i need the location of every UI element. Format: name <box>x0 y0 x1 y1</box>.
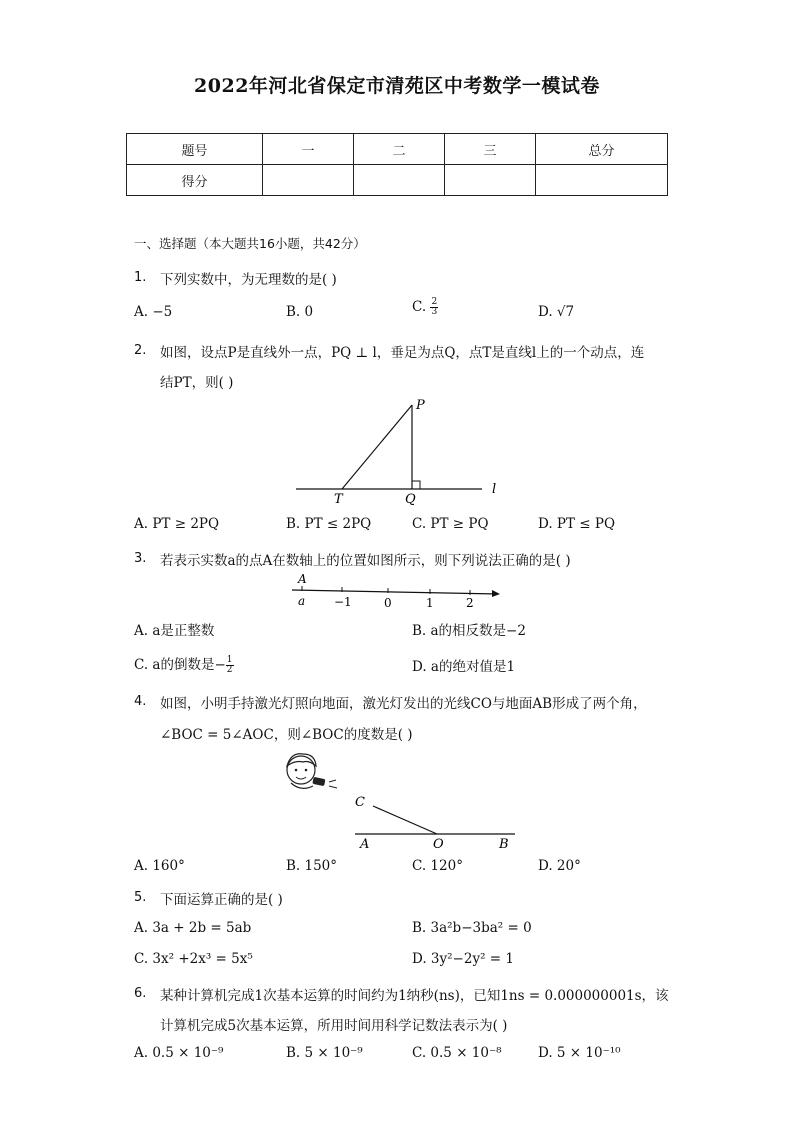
laser-angle-figure <box>275 748 525 853</box>
tick-label: 1 <box>426 596 434 610</box>
question-text: 下面运算正确的是( ) <box>160 892 283 908</box>
option-b: B. 0 <box>286 304 314 320</box>
fraction <box>430 298 438 317</box>
question-text-line1: 某种计算机完成1次基本运算的时间约为1纳秒(ns)，已知1ns = 0.000000001s，该 <box>160 988 669 1004</box>
question-number: 6. <box>134 986 147 1001</box>
option-b: B. a的相反数是−2 <box>412 623 526 639</box>
fraction <box>226 656 234 675</box>
arrow-head-icon <box>492 590 500 597</box>
score-table <box>126 133 668 196</box>
question-text: 若表示实数a的点A在数轴上的位置如图所示，则下列说法正确的是( ) <box>160 553 571 569</box>
option-d: D. 20° <box>538 858 581 874</box>
score-header-cell: 题号 <box>127 134 263 165</box>
option-d: D. √7 <box>538 304 575 320</box>
fraction-numerator: 2 <box>431 297 438 307</box>
label-b: B <box>499 837 509 852</box>
label-o: O <box>433 837 444 852</box>
child-with-laser-icon <box>287 754 337 789</box>
option-c: C. 120° <box>412 858 463 874</box>
label-t: T <box>334 492 343 507</box>
option-b: B. PT ≤ 2PQ <box>286 516 372 532</box>
score-header-cell: 二 <box>354 134 445 165</box>
score-input-cell[interactable] <box>354 165 445 196</box>
section-heading: 一、选择题（本大题共16小题，共42分） <box>134 236 366 251</box>
option-c: C. PT ≥ PQ <box>412 516 489 532</box>
tick-label: −1 <box>334 595 352 609</box>
number-line-axis <box>292 590 498 594</box>
question-number: 2. <box>134 343 147 358</box>
score-table-score-row <box>127 165 668 196</box>
question-text-line1: 如图，设点P是直线外一点，PQ ⊥ l，垂足为点Q，点T是直线l上的一个动点，连 <box>160 345 645 361</box>
question-number: 4. <box>134 694 147 709</box>
question-number: 3. <box>134 551 147 566</box>
option-a: A. 3a + 2b = 5ab <box>134 920 252 936</box>
option-b: B. 150° <box>286 858 338 874</box>
tick-label: 2 <box>466 596 474 610</box>
right-angle-mark <box>412 481 420 489</box>
question-number: 1. <box>134 270 147 285</box>
question-text-line2: ∠BOC = 5∠AOC，则∠BOC的度数是( ) <box>160 727 413 743</box>
option-a: A. 0.5 × 10⁻⁹ <box>134 1045 224 1061</box>
question-text: 下列实数中，为无理数的是( ) <box>160 272 337 288</box>
ray-co <box>373 806 437 834</box>
option-a: A. PT ≥ 2PQ <box>134 516 220 532</box>
score-header-cell: 总分 <box>536 134 668 165</box>
option-c <box>134 653 234 675</box>
fraction-denominator: 2 <box>226 665 233 675</box>
option-c: C. 3x² +2x³ = 5x⁵ <box>134 951 253 967</box>
option-a: A. a是正整数 <box>134 623 215 639</box>
tick-label: a <box>298 594 306 608</box>
option-b: B. 5 × 10⁻⁹ <box>286 1045 363 1061</box>
number-line-figure <box>288 570 513 610</box>
option-a: A. −5 <box>134 304 173 320</box>
option-b: B. 3a²b−3ba² = 0 <box>412 920 532 936</box>
option-a: A. 160° <box>134 858 185 874</box>
score-input-cell[interactable] <box>263 165 354 196</box>
label-a: A <box>360 837 370 852</box>
question-number: 5. <box>134 890 147 905</box>
fraction-denominator: 3 <box>431 307 438 317</box>
label-l: l <box>492 482 497 497</box>
score-row-label: 得分 <box>127 165 263 196</box>
score-input-cell[interactable] <box>536 165 668 196</box>
option-d: D. PT ≤ PQ <box>538 516 616 532</box>
option-c-prefix: C. <box>412 299 427 315</box>
tick-label: 0 <box>384 596 392 610</box>
question-text-line2: 结PT，则( ) <box>160 375 234 391</box>
score-header-cell: 一 <box>263 134 354 165</box>
label-q: Q <box>405 492 416 507</box>
question-text-line1: 如图，小明手持激光灯照向地面，激光灯发出的光线CO与地面AB形成了两个角， <box>160 696 647 712</box>
label-c: C <box>355 795 365 810</box>
option-c <box>412 298 438 317</box>
fraction-numerator: 1 <box>226 655 233 665</box>
option-c: C. 0.5 × 10⁻⁸ <box>412 1045 502 1061</box>
option-c-prefix: C. a的倒数是− <box>134 657 226 673</box>
option-d: D. 5 × 10⁻¹⁰ <box>538 1045 621 1061</box>
score-header-cell: 三 <box>445 134 536 165</box>
segment-pt <box>342 405 412 489</box>
point-a-label: A <box>298 572 307 586</box>
option-d: D. a的绝对值是1 <box>412 659 516 675</box>
score-table-header-row <box>127 134 668 165</box>
page-title: 2022年河北省保定市清苑区中考数学一模试卷 <box>194 75 600 97</box>
perpendicular-figure <box>290 395 510 510</box>
score-input-cell[interactable] <box>445 165 536 196</box>
option-d: D. 3y²−2y² = 1 <box>412 951 514 967</box>
label-p: P <box>416 398 425 413</box>
question-text-line2: 计算机完成5次基本运算，所用时间用科学记数法表示为( ) <box>160 1018 508 1034</box>
